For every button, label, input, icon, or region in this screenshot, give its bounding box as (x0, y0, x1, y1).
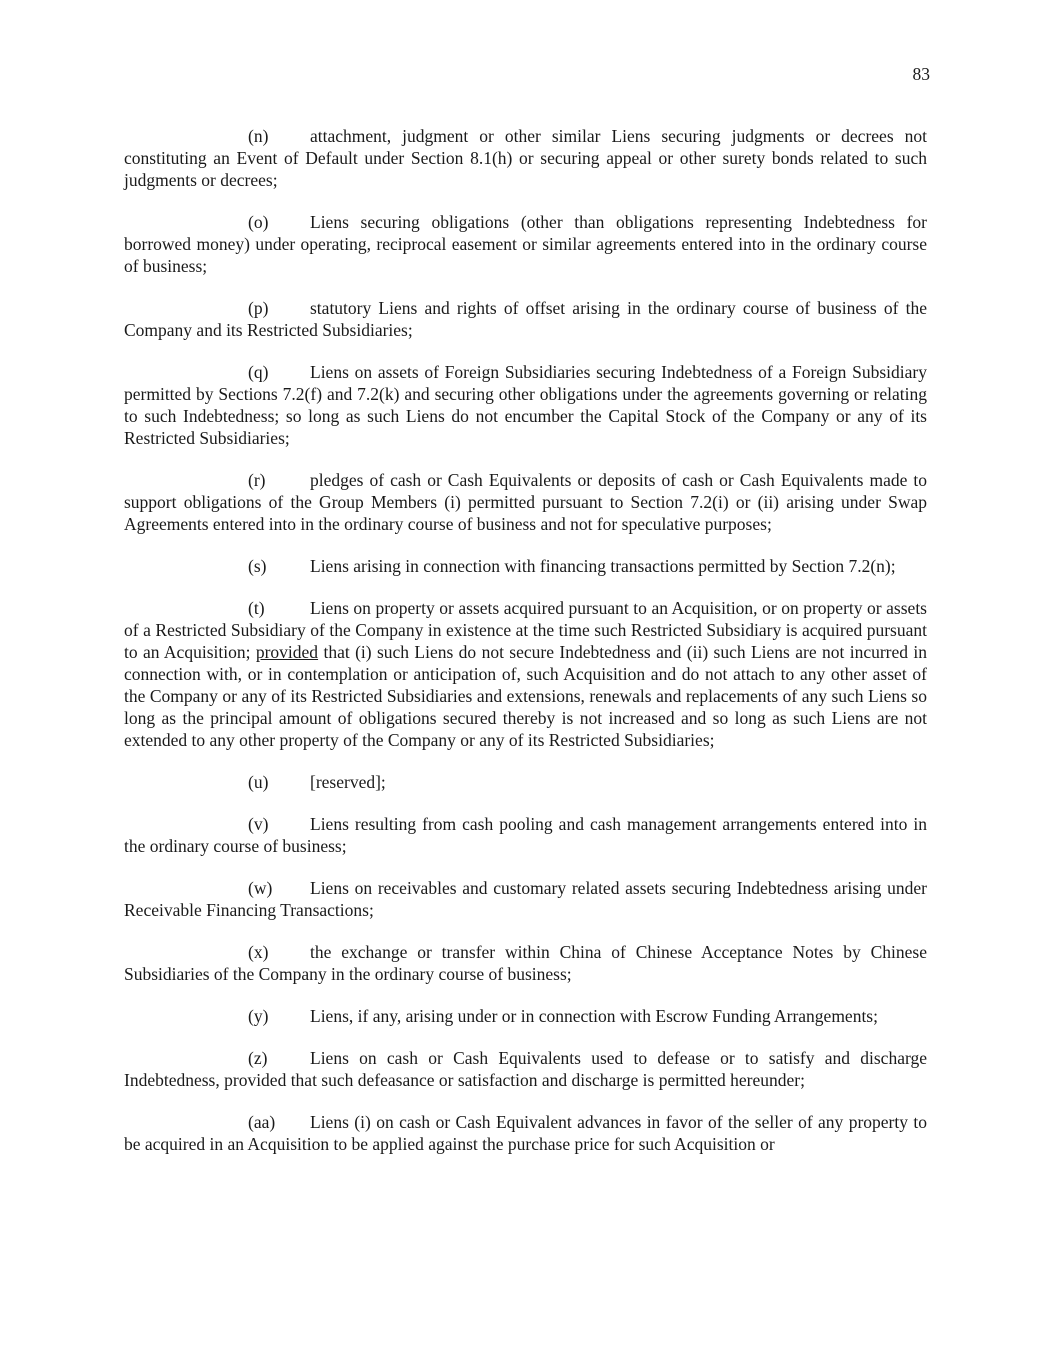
clause-text: the exchange or transfer within China of Chinese Acceptance Notes by Chinese Subsidiaries of the Company in the ordinary course of business; (124, 942, 927, 984)
clause-z (124, 1047, 927, 1091)
clause-label: (w) (248, 878, 273, 898)
clause-label: (o) (248, 212, 269, 232)
clause-n (124, 125, 927, 191)
clause-text: Liens securing obligations (other than obligations representing Indebtedness for borrowed money) under operating, reciprocal easement or similar agreements entered into in the ordinary course of business; (124, 212, 927, 276)
clause-u (124, 771, 927, 793)
clause-label: (aa) (248, 1112, 276, 1132)
clause-o (124, 211, 927, 277)
clause-text: Liens on property or assets acquired pursuant to an Acquisition, or on property or assets of a Restricted Subsidiary of the Company in existence at the time such Restricted Subsidiary is acquired pursuant to an Acquisition; (124, 598, 927, 662)
clause-label: (n) (248, 126, 269, 146)
clause-label: (t) (248, 598, 265, 618)
clause-text: pledges of cash or Cash Equivalents or deposits of cash or Cash Equivalents made to support obligations of the Group Members (i) permitted pursuant to Section 7.2(i) or (ii) arising under Swap Agreements entered into in the ordinary course of business and not for speculative purposes; (124, 470, 927, 534)
clause-text: that (i) such Liens do not secure Indebtedness and (ii) such Liens are not incurred in connection with, or in contemplation or anticipation of, such Acquisition and do not attach to any other asset of the Company or any of its Restricted Subsidiaries and extensions, renewals and replacements of any such Liens so long as the principal amount of obligations secured thereby is not increased and so long as such Liens are not extended to any other property of the Company or any of its Restricted Subsidiaries; (124, 642, 928, 750)
clause-label: (s) (248, 556, 267, 576)
clause-label: (x) (248, 942, 269, 962)
clause-label: (y) (248, 1006, 269, 1026)
page-number: 83 (912, 64, 930, 84)
clause-text: Liens arising in connection with financing transactions permitted by Section 7.2(n); (310, 556, 896, 576)
clause-text: Liens resulting from cash pooling and cash management arrangements entered into in the ordinary course of business; (124, 814, 927, 856)
clause-w (124, 877, 927, 921)
clause-s (124, 555, 927, 577)
clause-label: (v) (248, 814, 269, 834)
clause-list (124, 125, 927, 1175)
clause-x (124, 941, 927, 985)
clause-v (124, 813, 927, 857)
clause-text: statutory Liens and rights of offset arising in the ordinary course of business of the Company and its Restricted Subsidiaries; (124, 298, 927, 340)
clause-text: attachment, judgment or other similar Liens securing judgments or decrees not constituting an Event of Default under Section 8.1(h) or securing appeal or other surety bonds related to such judgments or decrees; (124, 126, 927, 190)
clause-t (124, 597, 927, 751)
clause-text: Liens on receivables and customary related assets securing Indebtedness arising under Receivable Financing Transactions; (124, 878, 927, 920)
clause-label: (q) (248, 362, 269, 382)
provided-term: provided (255, 642, 319, 662)
clause-label: (r) (248, 470, 266, 490)
clause-q (124, 361, 927, 449)
clause-y (124, 1005, 927, 1027)
clause-label: (u) (248, 772, 269, 792)
clause-r (124, 469, 927, 535)
clause-p (124, 297, 927, 341)
clause-text: Liens, if any, arising under or in connection with Escrow Funding Arrangements; (310, 1006, 878, 1026)
clause-aa (124, 1111, 927, 1155)
clause-text: [reserved]; (310, 772, 386, 792)
clause-text: Liens on cash or Cash Equivalents used to defease or to satisfy and discharge Indebtedness, provided that such defeasance or satisfaction and discharge is permitted hereunder; (124, 1048, 927, 1090)
clause-label: (z) (248, 1048, 268, 1068)
clause-text: Liens (i) on cash or Cash Equivalent advances in favor of the seller of any property to be acquired in an Acquisition to be applied against the purchase price for such Acquisition or (124, 1112, 927, 1154)
clause-text: Liens on assets of Foreign Subsidiaries securing Indebtedness of a Foreign Subsidiary permitted by Sections 7.2(f) and 7.2(k) and securing other obligations under the agreements governing or relating to such Indebtedness; so long as such Liens do not encumber the Capital Stock of the Company or any of its Restricted Subsidiaries; (124, 362, 927, 448)
clause-label: (p) (248, 298, 269, 318)
